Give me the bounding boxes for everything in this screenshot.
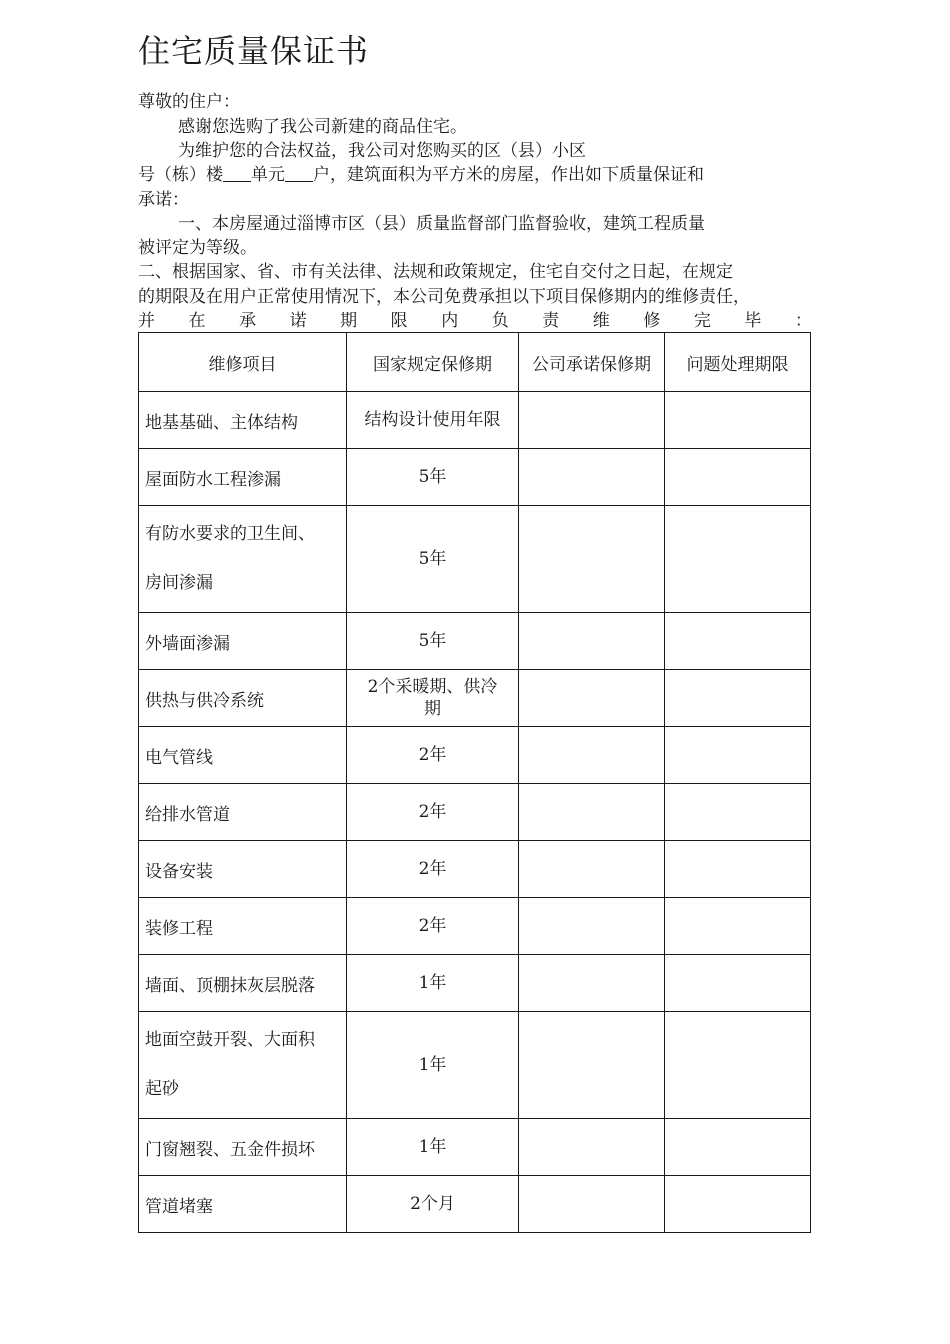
national-period-cell xyxy=(347,841,519,898)
spread-char: 承 xyxy=(239,311,257,331)
item-text: 设备安装 xyxy=(145,861,213,882)
item-cell xyxy=(139,506,347,613)
table-row xyxy=(139,506,811,613)
thanks-line: 感谢您选购了我公司新建的商品住宅。 xyxy=(178,117,467,137)
item-cell xyxy=(139,727,347,784)
item-cell xyxy=(139,841,347,898)
table-row xyxy=(139,449,811,506)
spread-char: 诺 xyxy=(289,311,307,331)
item-cell xyxy=(139,449,347,506)
item-cell xyxy=(139,898,347,955)
item-cell xyxy=(139,1119,347,1176)
national-period-cell xyxy=(347,613,519,670)
item-cell xyxy=(139,1176,347,1233)
national-period-cell xyxy=(347,449,519,506)
document-title: 住宅质量保证书 xyxy=(138,32,370,70)
spread-char: 并 xyxy=(138,311,155,331)
clause1-line-1: 一、本房屋通过淄博市区（县）质量监督部门监督验收，建筑工程质量 xyxy=(178,214,705,234)
company-period-cell[interactable] xyxy=(519,898,665,955)
deadline-cell[interactable] xyxy=(665,392,811,449)
company-period-cell[interactable] xyxy=(519,392,665,449)
deadline-cell[interactable] xyxy=(665,506,811,613)
item-cell xyxy=(139,784,347,841)
period-text: 2年 xyxy=(418,859,447,879)
intro-unit: 单元 xyxy=(251,165,285,185)
national-period-cell xyxy=(347,1176,519,1233)
spread-char: 负 xyxy=(491,311,509,331)
period-text: 2年 xyxy=(418,802,447,822)
item-text: 有防水要求的卫生间、 xyxy=(145,524,315,544)
national-period-cell xyxy=(347,1119,519,1176)
spread-char: 内 xyxy=(441,311,459,331)
spread-char: ： xyxy=(794,311,812,331)
table-row xyxy=(139,1012,811,1119)
deadline-cell[interactable] xyxy=(665,727,811,784)
spread-char: 限 xyxy=(390,311,408,331)
item-text: 屋面防水工程渗漏 xyxy=(145,469,281,490)
company-period-cell[interactable] xyxy=(519,670,665,727)
national-period-cell xyxy=(347,392,519,449)
header-deadline: 问题处理期限 xyxy=(665,333,811,392)
deadline-cell[interactable] xyxy=(665,670,811,727)
period-text: 5年 xyxy=(418,467,447,487)
intro-room: 户，建筑面积为平方米的房屋，作出如下质量保证和 xyxy=(313,165,704,185)
item-text: 起砂 xyxy=(145,1079,179,1099)
item-text: 电气管线 xyxy=(145,747,213,768)
item-cell xyxy=(139,1012,347,1119)
header-item: 维修项目 xyxy=(139,333,347,392)
company-period-cell[interactable] xyxy=(519,449,665,506)
item-text: 门窗翘裂、五金件损坏 xyxy=(145,1139,315,1160)
period-text: 5年 xyxy=(418,549,447,569)
period-text: 2个月 xyxy=(410,1194,455,1214)
table-row xyxy=(139,841,811,898)
deadline-cell[interactable] xyxy=(665,449,811,506)
deadline-cell[interactable] xyxy=(665,955,811,1012)
deadline-cell[interactable] xyxy=(665,1012,811,1119)
table-row xyxy=(139,727,811,784)
national-period-cell xyxy=(347,727,519,784)
table-header-row xyxy=(139,333,811,392)
national-period-cell xyxy=(347,955,519,1012)
period-text: 2年 xyxy=(418,745,447,765)
spread-char: 修 xyxy=(643,311,661,331)
deadline-cell[interactable] xyxy=(665,898,811,955)
company-period-cell[interactable] xyxy=(519,1176,665,1233)
item-text: 地基基础、主体结构 xyxy=(145,412,298,433)
table-row xyxy=(139,670,811,727)
spread-char: 维 xyxy=(592,311,610,331)
table-row xyxy=(139,955,811,1012)
item-cell xyxy=(139,955,347,1012)
table-row xyxy=(139,1176,811,1233)
item-text: 外墙面渗漏 xyxy=(145,633,230,654)
company-period-cell[interactable] xyxy=(519,955,665,1012)
deadline-cell[interactable] xyxy=(665,784,811,841)
company-period-cell[interactable] xyxy=(519,506,665,613)
table-row xyxy=(139,898,811,955)
blank-unit xyxy=(285,165,313,182)
deadline-cell[interactable] xyxy=(665,1119,811,1176)
table-row xyxy=(139,613,811,670)
period-text: 5年 xyxy=(418,631,447,651)
item-text: 管道堵塞 xyxy=(145,1196,213,1217)
deadline-cell[interactable] xyxy=(665,1176,811,1233)
blank-building xyxy=(223,165,251,182)
header-company-period: 公司承诺保修期 xyxy=(519,333,665,392)
spread-char: 在 xyxy=(188,311,206,331)
company-period-cell[interactable] xyxy=(519,727,665,784)
national-period-cell xyxy=(347,784,519,841)
intro-line-2 xyxy=(138,163,704,187)
clause2-line-3 xyxy=(138,309,812,333)
item-cell xyxy=(139,392,347,449)
item-cell xyxy=(139,613,347,670)
intro-line-3: 承诺： xyxy=(138,190,189,210)
table-row xyxy=(139,1119,811,1176)
item-text: 给排水管道 xyxy=(145,804,230,825)
spread-char: 完 xyxy=(693,311,711,331)
clause1-line-2: 被评定为等级。 xyxy=(138,238,257,258)
period-text: 1年 xyxy=(418,973,447,993)
period-text: 1年 xyxy=(418,1055,447,1075)
item-text: 装修工程 xyxy=(145,918,213,939)
company-period-cell[interactable] xyxy=(519,1119,665,1176)
clause2-line-1: 二、根据国家、省、市有关法律、法规和政策规定，住宅自交付之日起，在规定 xyxy=(138,262,733,282)
period-text: 1年 xyxy=(418,1137,447,1157)
table-row xyxy=(139,392,811,449)
intro-line-1: 为维护您的合法权益，我公司对您购买的区（县）小区 xyxy=(178,141,586,161)
item-cell xyxy=(139,670,347,727)
national-period-cell xyxy=(347,670,519,727)
national-period-cell xyxy=(347,506,519,613)
company-period-cell[interactable] xyxy=(519,1012,665,1119)
clause2-line-2: 的期限及在用户正常使用情况下，本公司免费承担以下项目保修期内的维修责任， xyxy=(138,287,750,307)
item-text: 地面空鼓开裂、大面积 xyxy=(145,1030,315,1050)
national-period-cell xyxy=(347,1012,519,1119)
warranty-table xyxy=(138,332,811,1233)
deadline-cell[interactable] xyxy=(665,613,811,670)
item-text: 墙面、顶棚抹灰层脱落 xyxy=(145,975,315,996)
item-text: 供热与供冷系统 xyxy=(145,690,264,711)
company-period-cell[interactable] xyxy=(519,784,665,841)
header-national-period: 国家规定保修期 xyxy=(347,333,519,392)
period-text: 2个采暖期、供冷 xyxy=(367,677,498,697)
intro-building: 号（栋）楼 xyxy=(138,165,223,185)
national-period-cell xyxy=(347,898,519,955)
period-text: 期 xyxy=(424,699,441,719)
spread-char: 责 xyxy=(542,311,560,331)
spread-char: 毕 xyxy=(744,311,762,331)
greeting: 尊敬的住户： xyxy=(138,92,240,112)
spread-char: 期 xyxy=(340,311,358,331)
item-text: 房间渗漏 xyxy=(145,573,213,593)
period-text: 2年 xyxy=(418,916,447,936)
period-text: 结构设计使用年限 xyxy=(364,410,501,430)
company-period-cell[interactable] xyxy=(519,841,665,898)
table-row xyxy=(139,784,811,841)
company-period-cell[interactable] xyxy=(519,613,665,670)
deadline-cell[interactable] xyxy=(665,841,811,898)
